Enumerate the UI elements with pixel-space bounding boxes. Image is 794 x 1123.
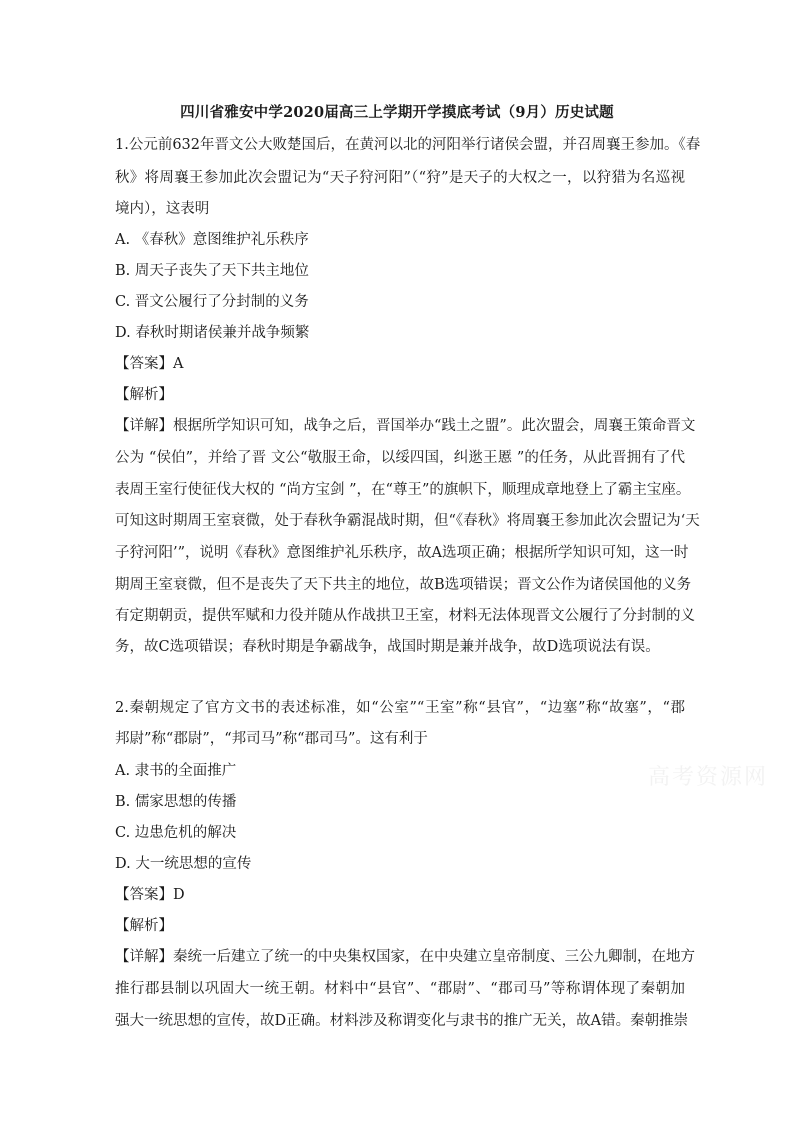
q1-detail-line-8: 务，故C选项错误；春秋时期是争霸战争，战国时期是兼并战争，故D选项说法有误。: [115, 639, 660, 655]
q1-analysis-label: 【解析】: [115, 387, 173, 403]
q2-stem-line-2: 邦尉”称“郡尉”，“邦司马”称“郡司马”。这有利于: [115, 731, 428, 747]
q1-option-d: D. 春秋时期诸侯兼并战争频繁: [115, 325, 310, 341]
page-title: 四川省雅安中学2020届高三上学期开学摸底考试（9月）历史试题: [180, 104, 614, 121]
q2-option-b: B. 儒家思想的传播: [115, 794, 237, 810]
q2-option-a: A. 隶书的全面推广: [115, 763, 237, 779]
q2-option-d: D. 大一统思想的宣传: [115, 856, 252, 872]
q2-detail-line-1: 【详解】秦统一后建立了统一的中央集权国家，在中央建立皇帝制度、三公九卿制，在地方: [115, 949, 695, 965]
q1-option-a: A. 《春秋》意图维护礼乐秩序: [115, 232, 309, 248]
q2-detail-line-2: 推行郡县制以巩固大一统王朝。材料中“县官”、“郡尉”、“郡司马”等称谓体现了秦朝加: [115, 981, 685, 997]
q1-option-b: B. 周天子丧失了天下共主地位: [115, 263, 309, 279]
q1-detail-line-5: 子狩河阳’”，说明《春秋》意图维护礼乐秩序，故A选项正确；根据所学知识可知，这一时: [115, 545, 689, 561]
q1-stem-line-1: 1.公元前632年晋文公大败楚国后，在黄河以北的河阳举行诸侯会盟，并召周襄王参加。《春: [115, 137, 701, 153]
q2-stem-line-1: 2.秦朝规定了官方文书的表述标准，如“公室”“王室”称“县官”，“边塞”称“故塞”，“郡: [115, 700, 685, 716]
q1-detail-line-7: 有定期朝贡，提供军赋和力役并随从作战拱卫王室，材料无法体现晋文公履行了分封制的义: [115, 608, 695, 624]
watermark: 高考资源网: [648, 765, 769, 790]
q1-detail-line-2: 公为 “侯伯”，并给了晋 文公“敬服王命，以绥四国，纠逖王慝 ”的任务，从此晋拥有了代: [115, 450, 685, 466]
q2-detail-line-3: 强大一统思想的宣传，故D正确。材料涉及称谓变化与隶书的推广无关，故A错。秦朝推崇: [115, 1013, 689, 1029]
q1-detail-line-3: 表周王室行使征伐大权的 “尚方宝剑 ”，在“尊王”的旗帜下，顺理成章地登上了霸主宝座。: [115, 482, 691, 498]
q2-option-c: C. 边患危机的解决: [115, 825, 237, 841]
q1-answer: 【答案】A: [115, 356, 184, 372]
q1-option-c: C. 晋文公履行了分封制的义务: [115, 294, 309, 310]
q1-detail-line-1: 【详解】根据所学知识可知，战争之后，晋国举办“践土之盟”。此次盟会，周襄王策命晋文: [115, 418, 696, 434]
q1-stem-line-3: 境内），这表明: [115, 201, 210, 217]
q1-stem-line-2: 秋》将周襄王参加此次会盟记为“天子狩河阳”（“狩”是天子的大权之一，以狩猎为名巡视: [115, 170, 685, 186]
q1-detail-line-4: 可知这时期周王室衰微，处于春秋争霸混战时期，但“《春秋》将周襄王参加此次会盟记为‘天: [115, 513, 700, 529]
q2-answer: 【答案】D: [115, 887, 185, 903]
q1-detail-line-6: 期周王室衰微，但不是丧失了天下共主的地位，故B选项错误；晋文公作为诸侯国他的义务: [115, 577, 692, 593]
q2-analysis-label: 【解析】: [115, 918, 173, 934]
